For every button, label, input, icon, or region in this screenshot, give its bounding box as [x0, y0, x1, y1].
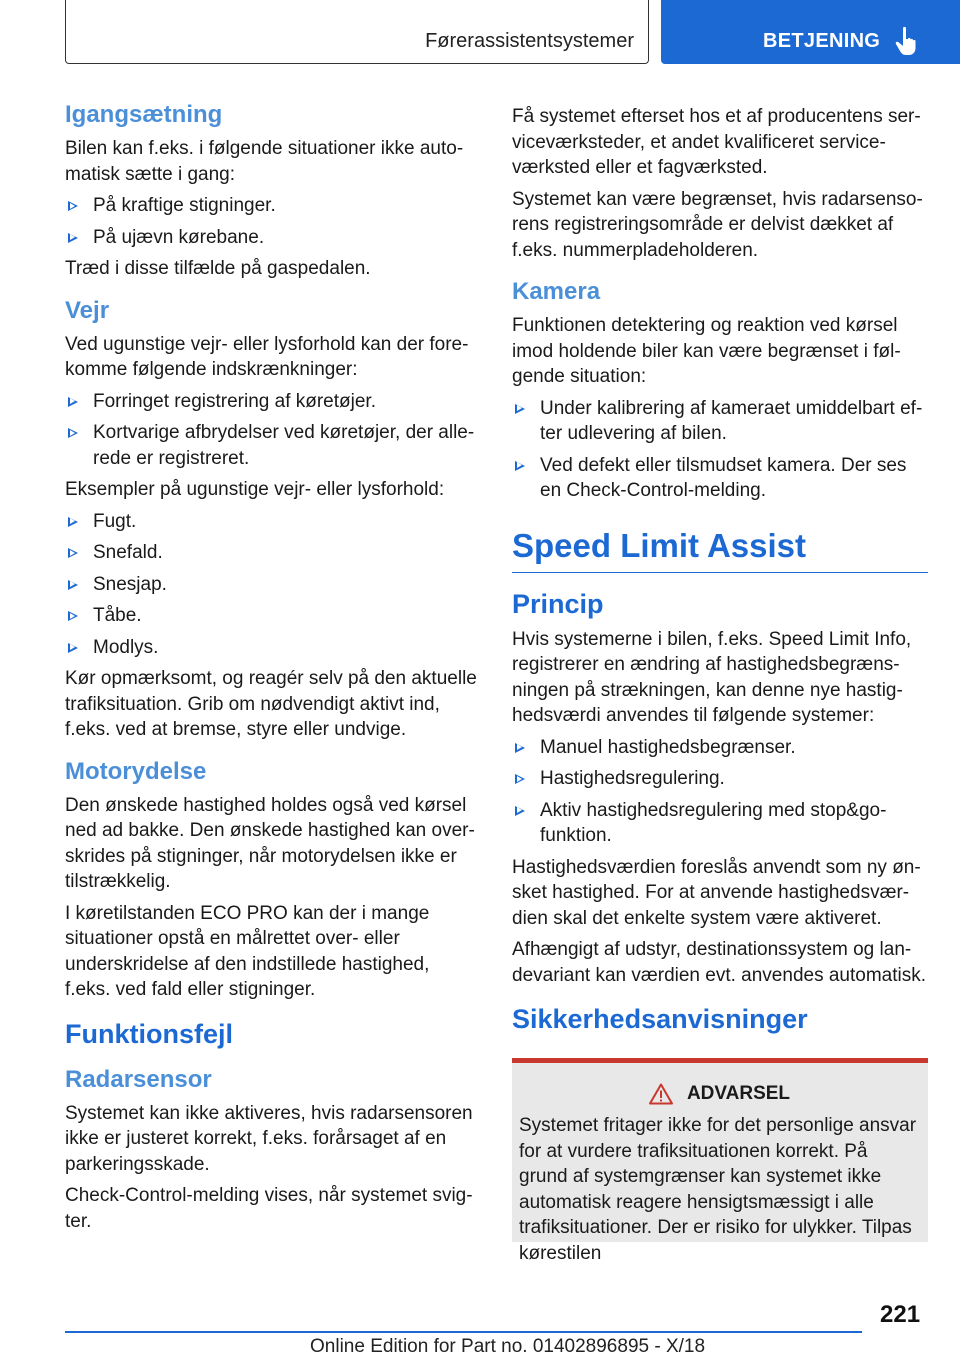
paragraph: Den ønskede hastighed holdes også ved kørsel ned ad bakke. Den ønskede hastighed kan overskrides på stigninger, når motorydelsen ikke er tilstrækkelig.: [65, 794, 475, 892]
paragraph: Hvis systemerne i bilen, f.eks. Speed Limit Info, registrerer en ændring af hastighedsbegrænsningen på strækningen, kan denne nye hastighedsværdi anvendes til følgende systemer:: [512, 628, 912, 726]
paragraph: Funktionen detektering og reaktion ved kørsel imod holdende biler kan være begrænset i følgende situation:: [512, 315, 901, 387]
heading-sikkerhedsanvisninger: Sikkerhedsanvisninger: [512, 1004, 808, 1034]
list-item: På kraftige stigninger.: [65, 193, 477, 219]
footer-edition: Online Edition for Part no. 01402896895 - X/18: [310, 1336, 706, 1357]
triangle-bullet-icon: [68, 517, 78, 527]
triangle-bullet-icon: [515, 404, 525, 414]
triangle-bullet-icon: [68, 397, 78, 407]
paragraph: Eksempler på ugunstige vejr- eller lysforhold:: [65, 479, 445, 500]
paragraph: Træd i disse tilfælde på gaspedalen.: [65, 258, 371, 279]
paragraph: Systemet kan være begrænset, hvis radarsensorens registreringsområde er delvist dækket af f.eks. nummerpladeholderen.: [512, 188, 923, 261]
list-item: Tåbe.: [65, 603, 477, 629]
triangle-bullet-icon: [515, 774, 525, 784]
page-number: 221: [880, 1301, 921, 1328]
heading-funktionsfejl: Funktionsfejl: [65, 1018, 233, 1049]
list-item: Forringet registrering af køretøjer.: [65, 389, 477, 415]
right-column: [512, 104, 928, 1264]
list-item: Fugt.: [65, 509, 477, 535]
footer-divider: [65, 1331, 862, 1333]
list-item: Kortvarige afbrydelser ved køretøjer, der allerede er registreret.: [65, 420, 477, 471]
bullet-list: [65, 509, 477, 661]
left-column: [65, 100, 477, 1234]
warning-triangle-icon: [649, 1083, 673, 1105]
triangle-bullet-icon: [68, 611, 78, 621]
warning-label: ADVARSEL: [686, 1083, 791, 1104]
paragraph: Kør opmærksomt, og reagér selv på den aktuelle trafiksituation. Grib om nødvendigt aktivt ind, f.eks. ved at bremse, styre eller undvige.: [65, 668, 477, 740]
list-item: Snefald.: [65, 540, 477, 566]
heading-igangsaetning: Igangsætning: [65, 101, 223, 128]
warning-title: [519, 1083, 920, 1105]
heading-vejr: Vejr: [65, 296, 110, 324]
list-item: Under kalibrering af kameraet umiddelbart efter udlevering af bilen.: [512, 396, 928, 447]
triangle-bullet-icon: [68, 643, 78, 653]
list-item: Modlys.: [65, 635, 477, 661]
list-item: Hastighedsregulering.: [512, 766, 928, 792]
header-section-tab: [65, 0, 649, 64]
list-item: På ujævn kørebane.: [65, 225, 477, 251]
bullet-list: [512, 735, 928, 849]
paragraph: Afhængigt af udstyr, destinationssystem og landevariant kan værdien evt. anvendes automatisk.: [512, 939, 927, 986]
hand-pointer-icon: [894, 26, 920, 56]
list-item: Manuel hastighedsbegrænser.: [512, 735, 928, 761]
paragraph: I køretilstanden ECO PRO kan der i mange situationer opstå en målrettet over- eller underskridelse af den indstillede hastighed, f.eks. ved fald eller stigninger.: [65, 902, 430, 1000]
list-item: Snesjap.: [65, 572, 477, 598]
bullet-list: [512, 396, 928, 504]
list-item: Ved defekt eller tilsmudset kamera. Der ses en Check-Control-melding.: [512, 453, 928, 504]
paragraph: Bilen kan f.eks. i følgende situationer ikke automatisk sætte i gang:: [65, 138, 464, 185]
triangle-bullet-icon: [515, 743, 525, 753]
bullet-list: [65, 389, 477, 472]
triangle-bullet-icon: [515, 806, 525, 816]
paragraph: Check-Control-melding vises, når systemet svigter.: [65, 1185, 473, 1232]
list-item: Aktiv hastighedsregulering med stop&go-funktion.: [512, 798, 928, 849]
paragraph: Ved ugunstige vejr- eller lysforhold kan der forekomme følgende indskrænkninger:: [65, 333, 469, 380]
heading-motorydelse: Motorydelse: [65, 757, 207, 785]
paragraph: Hastighedsværdien foreslås anvendt som ny ønsket hastighed. For at anvende hastighedsværdien skal det enkelte system være aktiveret.: [512, 856, 921, 929]
triangle-bullet-icon: [68, 548, 78, 558]
paragraph: Systemet kan ikke aktiveres, hvis radarsensoren ikke er justeret korrekt, f.eks. forårsaget af en parkeringsskade.: [65, 1102, 473, 1175]
bullet-list: [65, 193, 477, 250]
triangle-bullet-icon: [68, 580, 78, 590]
header-chapter-title: BETJENING: [763, 30, 881, 52]
triangle-bullet-icon: [515, 461, 525, 471]
heading-princip: Princip: [512, 588, 604, 619]
warning-box: [512, 1058, 928, 1264]
triangle-bullet-icon: [68, 233, 78, 243]
heading-radarsensor: Radarsensor: [65, 1065, 212, 1093]
warning-text: Systemet fritager ikke for det personlige ansvar for at vurdere trafiksituationen korrekt. På grund af systemgrænser kan systemet ikke automatisk reagere hensigtsmæssigt i alle trafiksituationer. Der er risiko for ulykker. Tilpas kørestilen: [519, 1115, 917, 1264]
triangle-bullet-icon: [68, 428, 78, 438]
triangle-bullet-icon: [68, 201, 78, 211]
heading-kamera: Kamera: [512, 278, 601, 305]
header-section-title: Førerassistentsystemer: [425, 30, 634, 52]
heading-speed-limit-assist: Speed Limit Assist: [512, 526, 928, 573]
paragraph: Få systemet efterset hos et af producentens serviceværksteder, et andet kvalificeret serviceværksted eller et fagværksted.: [512, 106, 921, 178]
